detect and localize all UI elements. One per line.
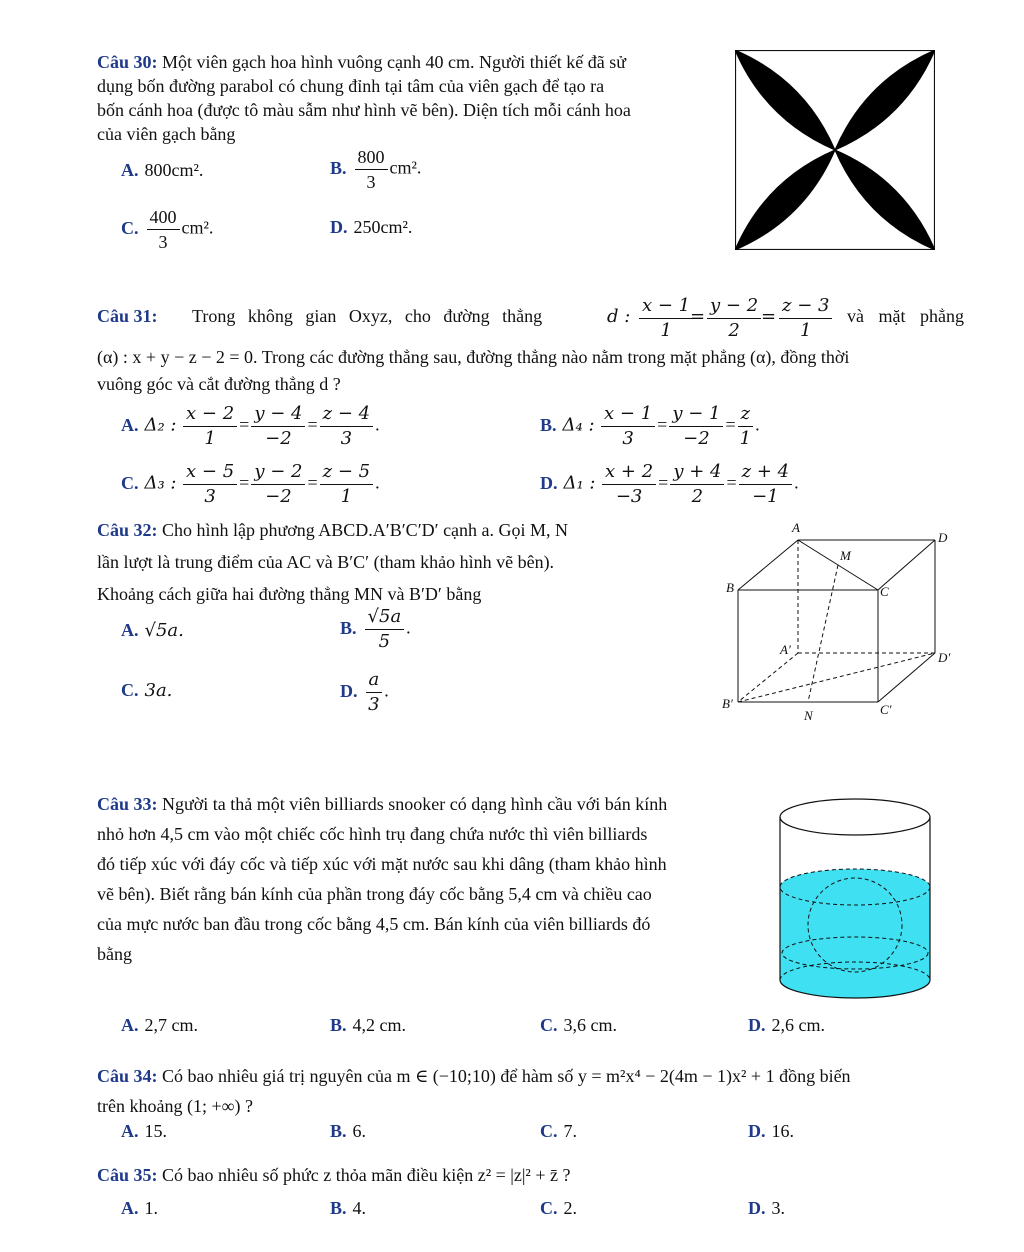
frac-num: z − 5 [320,460,373,485]
fraction [739,460,792,509]
frac-num: 400 [147,205,180,230]
question-34 [97,1061,987,1121]
frac-den: 3 [204,486,216,507]
cup-rim [780,799,930,835]
q34-text-2: trên khoảng (1; +∞) ? [97,1096,253,1116]
frac-num: x − 1 [601,402,655,427]
option-text: 250cm². [353,217,413,237]
q35-option-d[interactable] [748,1198,785,1219]
q32-text-3: Khoảng cách giữa hai đường thẳng MN và B′D′ bằng [97,584,482,604]
option-text: 2,7 cm. [144,1015,198,1035]
q32-option-d[interactable] [340,668,389,717]
equals: = [761,306,777,327]
fraction [183,460,237,509]
q33-option-d[interactable] [748,1015,825,1036]
fraction [251,460,305,509]
q30-text-2: dụng bốn đường parabol có chung đỉnh tại tâm của viên gạch để tạo ra [97,76,605,96]
option-text: 800cm². [144,160,204,180]
q34-line1-wrap [97,1061,987,1091]
q32-option-b[interactable] [340,605,411,654]
q33-text-3: đó tiếp xúc với đáy cốc và tiếp xúc với mặt nước sau khi dâng (tham khảo hình [97,854,667,874]
q32-line1-wrap [97,514,697,546]
option-text: 2,6 cm. [771,1015,825,1035]
frac-num: z − 3 [779,294,832,319]
label-A: A [792,520,800,535]
cylinder-figure [770,795,940,1015]
fraction [601,402,655,451]
option-text: 15. [144,1121,167,1141]
q31-d-prefix: d : [607,306,631,327]
label-C: C [880,584,889,599]
frac-den: −2 [683,428,710,449]
option-letter: B. [330,1198,347,1218]
frac-den: 2 [728,320,740,341]
frac-num: x − 1 [639,294,693,319]
q34-option-d[interactable] [748,1121,794,1142]
fraction [147,205,180,254]
option-text: 3. [771,1198,785,1218]
option-letter: C. [540,1121,558,1141]
frac-den: 3 [622,428,634,449]
q33-label: Câu 33: [97,794,158,814]
fraction [320,402,373,451]
q33-option-b[interactable] [330,1015,406,1036]
option-letter: B. [340,617,357,638]
frac-num: x + 2 [602,460,656,485]
q31-tail: và mặt phẳng [847,306,964,326]
q33-option-a[interactable] [121,1015,198,1036]
label-B: B [726,580,734,595]
q31-line2: (α) : x + y − z − 2 = 0. Trong các đường thẳng sau, đường thẳng nào nằm trong mặt phẳng (α), đồng thời [97,347,850,367]
frac-num: a [366,668,383,693]
option-letter: A. [121,620,139,640]
q31-option-d[interactable]: D. Δ₁ : $\frac{x + 2}{-3}$ = $\frac{y + 4}{2}$ = $\frac{z + 4}{-1}$ . [540,461,799,507]
option-letter: D. [340,680,358,701]
question-30 [97,50,697,146]
option-text: 4. [352,1198,367,1218]
q35-text-1: Có bao nhiêu số phức z thỏa mãn điều kiện z² = |z|² + z̄ ? [162,1165,571,1185]
frac-num: y − 2 [707,294,761,319]
line-name: Δ₃ : [144,472,177,494]
q35-label: Câu 35: [97,1165,158,1185]
frac-num: 800 [355,145,388,170]
frac-num: x − 5 [183,460,237,485]
q33-text-4: vẽ bên). Biết rằng bán kính của phần trong đáy cốc bằng 5,4 cm và chiều cao [97,884,652,904]
q31-frac2 [707,294,761,343]
q35-option-b[interactable] [330,1198,366,1219]
option-tail: cm². [181,217,214,238]
fraction [738,402,753,451]
frac-den: 1 [660,320,672,341]
fraction [366,668,383,717]
option-text: 16. [771,1121,794,1141]
frac-den: 1 [800,320,812,341]
q30-option-a[interactable] [121,160,203,181]
q30-line1 [97,50,697,74]
water-surface [780,869,930,905]
option-letter: A. [121,414,139,435]
frac-den: −2 [265,428,292,449]
option-text: √5a. [144,620,184,641]
fraction [670,460,724,509]
cube-figure [720,520,960,730]
line-name: Δ₁ : [563,472,596,494]
option-letter: A. [121,160,139,180]
q34-option-c[interactable] [540,1121,577,1142]
frac-den: 3 [340,428,353,449]
option-letter: B. [330,1121,347,1141]
frac-num: z [738,402,753,427]
q31-option-c[interactable]: C. Δ₃ : $\frac{x - 5}{3}$ = $\frac{y - 2}{-2}$ = $\frac{z - 5}{1}$ . [121,461,380,507]
frac-num: z + 4 [739,460,792,485]
frac-num: y − 1 [669,402,723,427]
fraction [669,402,723,451]
q34-label: Câu 34: [97,1066,158,1086]
option-letter: C. [540,1198,558,1218]
label-B1: B′ [722,696,733,711]
q33-text-6: bằng [97,944,132,964]
q32-option-a[interactable] [121,620,184,641]
q33-option-c[interactable] [540,1015,617,1036]
q30-option-d[interactable] [330,217,412,238]
q30-text-4: của viên gạch bằng [97,124,236,144]
option-text: 7. [563,1121,577,1141]
line-name: Δ₄ : [562,414,595,436]
label-C1: C′ [880,702,892,717]
fraction [355,145,388,194]
frac-den: −1 [752,486,779,507]
frac-num: y − 2 [251,460,305,485]
option-tail: . [406,617,411,638]
option-text: 4,2 cm. [352,1015,407,1035]
frac-den: 3 [368,694,380,715]
option-tail: . [384,680,389,701]
label-D: D [938,530,948,545]
option-letter: B. [330,1015,347,1035]
q33-text-2: nhỏ hơn 4,5 cm vào một chiếc cốc hình trụ đang chứa nước thì viên billiards [97,824,648,844]
q31-option-a[interactable]: A. Δ₂ : $\frac{x - 2}{1}$ = $\frac{y - 4}{-2}$ = $\frac{z - 4}{3}$ . [121,403,380,449]
label-D1: D′ [938,650,951,665]
option-letter: D. [748,1198,766,1218]
frac-num: √5a [365,605,405,630]
q31-label: Câu 31: [97,306,158,326]
q30-text-3: bốn cánh hoa (được tô màu sẫm như hình vẽ bên). Diện tích mỗi cánh hoa [97,100,631,120]
q30-option-c[interactable] [121,205,213,254]
flower-tile-figure [735,50,935,250]
q34-text-1: Có bao nhiêu giá trị nguyên của m ∈ (−10;10) để hàm số y = m²x⁴ − 2(4m − 1)x² + 1 đồng biến [162,1066,851,1086]
option-letter: D. [748,1015,766,1035]
q35-option-a[interactable] [121,1198,158,1219]
q31-frac1 [639,294,693,343]
frac-num: z − 4 [320,402,373,427]
option-tail: cm². [389,157,422,178]
frac-den: 3 [158,232,168,252]
q32-text-1: Cho hình lập phương ABCD.A′B′C′D′ cạnh a. Gọi M, N [162,520,569,540]
option-letter: D. [748,1121,766,1141]
option-text: 1. [144,1198,158,1218]
q34-option-b[interactable] [330,1121,366,1142]
frac-den: 1 [204,428,216,449]
option-letter: A. [121,1121,139,1141]
question-31-line1 [97,294,977,344]
option-letter: C. [121,680,139,700]
option-text: 2. [563,1198,577,1218]
fraction [251,402,305,451]
option-text: 3,6 cm. [563,1015,617,1035]
label-M: M [840,548,851,563]
option-letter: D. [540,472,558,493]
question-32 [97,514,697,610]
frac-den: −3 [615,486,643,507]
option-text: 6. [352,1121,367,1141]
q32-text-2: lần lượt là trung điểm của AC và B′C′ (tham khảo hình vẽ bên). [97,552,555,572]
q30-text-1: Một viên gạch hoa hình vuông cạnh 40 cm. Người thiết kế đã sử [162,52,626,72]
question-33 [97,789,737,969]
q32-label: Câu 32: [97,520,158,540]
frac-num: y − 4 [251,402,305,427]
option-letter: C. [121,217,139,238]
frac-den: 2 [691,486,704,507]
q33-text-5: của mực nước ban đầu trong cốc bằng 4,5 cm. Bán kính của viên billiards đó [97,914,651,934]
q32-option-c[interactable] [121,680,172,701]
line-name: Δ₂ : [144,414,177,436]
q33-text-1: Người ta thả một viên billiards snooker có dạng hình cầu với bán kính [162,794,668,814]
label-N: N [804,708,813,723]
q34-option-a[interactable] [121,1121,167,1142]
q30-label: Câu 30: [97,52,158,72]
q31-option-b[interactable]: B. Δ₄ : $\frac{x - 1}{3}$ = $\frac{y - 1}{-2}$ = $\frac{z}{1}$ . [540,403,760,449]
question-35 [97,1163,987,1187]
fraction [183,402,237,451]
option-text: 3a. [144,680,173,701]
option-letter: D. [330,217,348,237]
q30-option-b[interactable] [330,145,421,194]
frac-den: 1 [739,428,752,449]
option-letter: C. [540,1015,558,1035]
q31-frac3 [779,294,832,343]
fraction [320,460,373,509]
frac-num: y + 4 [670,460,724,485]
q33-line1-wrap [97,789,737,819]
equals: = [690,306,706,327]
frac-den: 1 [340,486,353,507]
option-letter: A. [121,1198,139,1218]
q31-line3: vuông góc và cắt đường thẳng d ? [97,374,341,394]
fraction [602,460,656,509]
q31-intro: Trong không gian Oxyz, cho đường thẳng [192,306,543,326]
frac-den: 3 [366,172,376,192]
fraction [365,605,405,654]
frac-num: x − 2 [183,402,237,427]
option-letter: A. [121,1015,139,1035]
q35-option-c[interactable] [540,1198,577,1219]
option-letter: B. [330,157,347,178]
frac-den: 5 [378,631,391,652]
label-A1: A′ [780,642,791,657]
option-letter: C. [121,472,139,493]
option-letter: B. [540,414,557,435]
frac-den: −2 [265,486,292,507]
